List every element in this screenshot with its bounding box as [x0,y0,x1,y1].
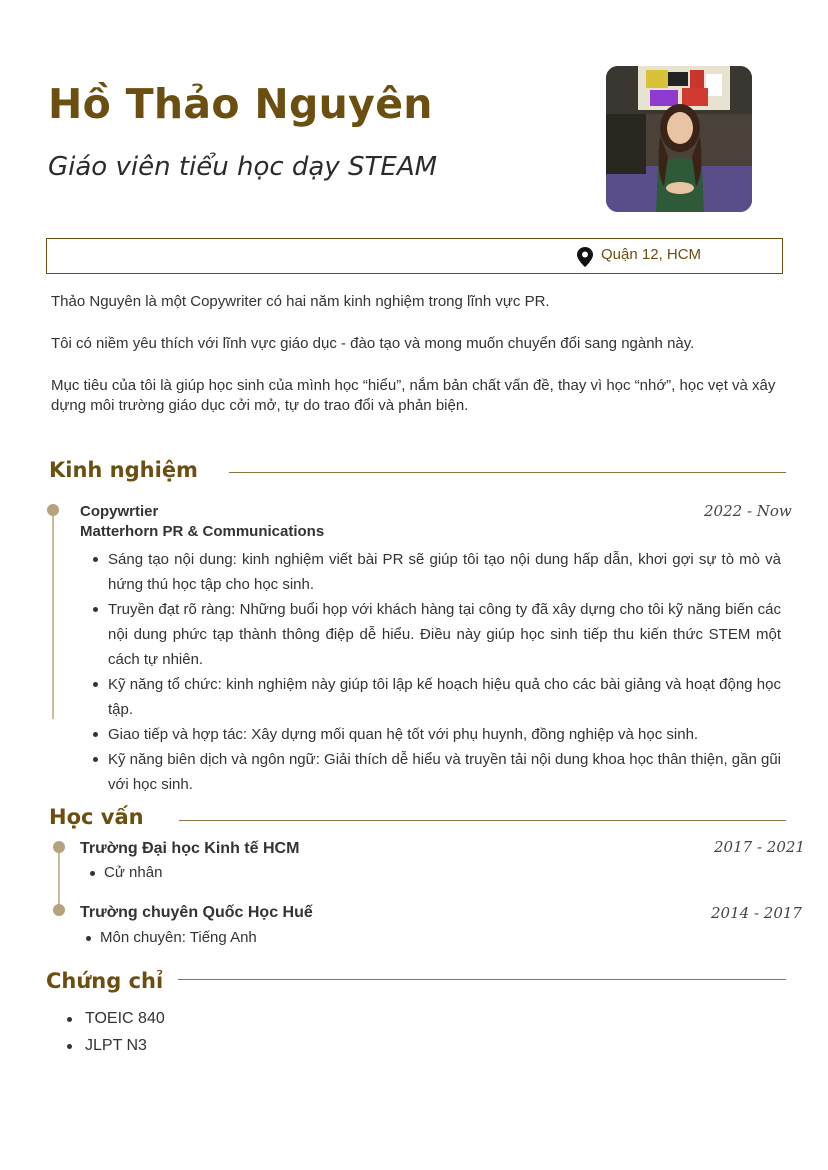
bullet-dot [86,936,91,941]
education-date: 2017 - 2021 [714,838,805,856]
timeline-dot [47,504,59,516]
job-role: Copywrtier [80,503,159,520]
summary-paragraph: Tôi có niềm yêu thích với lĩnh vực giáo dục - đào tạo và mong muốn chuyển đổi sang ngành này. [51,335,695,352]
bullet-dot [67,1044,72,1049]
education-heading: Học vấn [49,805,144,829]
timeline-dot [53,841,65,853]
section-divider [229,472,786,473]
summary-paragraph: Mục tiêu của tôi là giúp học sinh của mình học “hiểu”, nắm bản chất vấn đề, thay vì học “nhớ”, học vẹt và xây dựng môi trường giáo dục cởi mở, tự do trao đổi và phản biện. [51,377,776,414]
bullet-dot [67,1017,72,1022]
location-text: Quận 12, HCM [601,246,702,263]
education-date: 2014 - 2017 [711,904,802,922]
summary-section [51,292,786,438]
list-item: Giao tiếp và hợp tác: Xây dựng mối quan hệ tốt với phụ huynh, đồng nghiệp và học sinh. [108,722,781,747]
list-item: Sáng tạo nội dung: kinh nghiệm viết bài PR sẽ giúp tôi tạo nội dung hấp dẫn, khơi gợi sự tò mò và hứng thú học tập cho học sinh. [108,547,781,597]
experience-heading: Kinh nghiệm [49,458,198,482]
contact-bar [46,238,783,274]
list-item: Kỹ năng biên dịch và ngôn ngữ: Giải thích dễ hiểu và truyền tải nội dung khoa học thân thiện, gần gũi với học sinh. [108,747,781,797]
timeline-line [52,514,54,719]
certificate-item: JLPT N3 [85,1037,147,1054]
section-divider [178,979,786,980]
certificates-heading: Chứng chỉ [46,969,164,993]
school-name: Trường chuyên Quốc Học Huế [80,904,313,921]
list-item: Truyền đạt rõ ràng: Những buổi họp với khách hàng tại công ty đã xây dựng cho tôi kỹ năng biến các nội dung phức tạp thành thông điệp dễ hiểu. Điều này giúp học sinh tiếp thu kiến thức STEM một cách tự nhiên. [108,597,781,672]
school-name: Trường Đại học Kinh tế HCM [80,840,300,857]
timeline-dot [53,904,65,916]
experience-date: 2022 - Now [704,502,792,520]
certificate-item: TOEIC 840 [85,1010,165,1027]
job-title: Giáo viên tiểu học dạy STEAM [48,152,438,182]
candidate-name: Hồ Thảo Nguyên [48,80,433,128]
education-detail: Môn chuyên: Tiếng Anh [100,929,257,946]
bullet-dot [90,871,95,876]
list-item: Kỹ năng tổ chức: kinh nghiệm này giúp tôi lập kế hoạch hiệu quả cho các bài giảng và hoạt động học tập. [108,672,781,722]
profile-photo [606,66,752,212]
company-name: Matterhorn PR & Communications [80,523,325,540]
education-detail: Cử nhân [104,864,163,881]
section-divider [179,820,786,821]
location-pin-icon [577,247,593,267]
timeline-line [58,850,60,908]
experience-bullets [108,547,781,797]
summary-paragraph: Thảo Nguyên là một Copywriter có hai năm kinh nghiệm trong lĩnh vực PR. [51,293,550,310]
